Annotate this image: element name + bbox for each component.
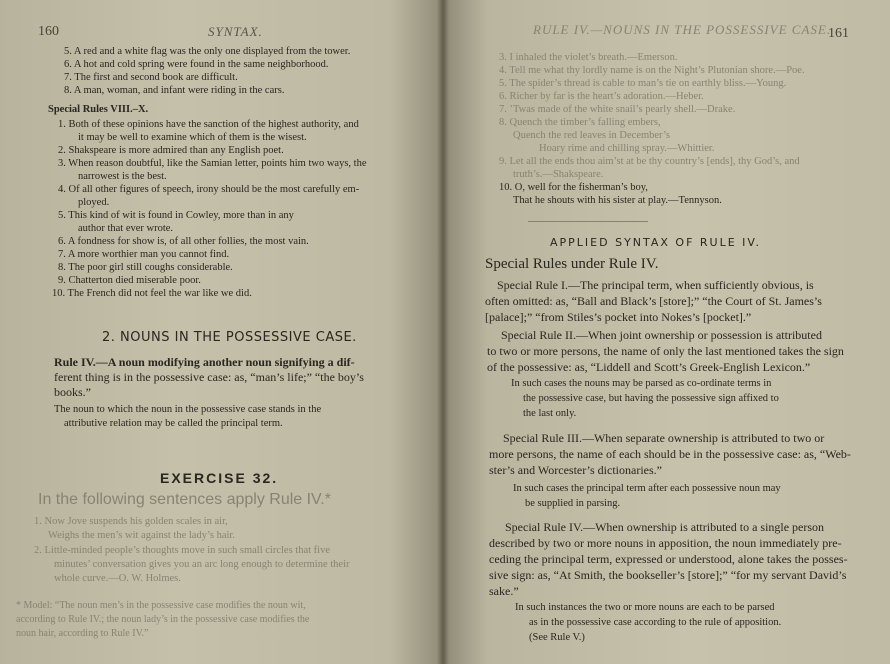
text-line: it may be well to examine which of them is the wisest. (78, 132, 307, 143)
rule-text: sake.” (489, 584, 519, 598)
text-line: 10. O, well for the fisherman’s boy, (499, 182, 648, 193)
exercise-heading: EXERCISE 32. (160, 470, 279, 486)
text-line: 2. Shakspeare is more admired than any English poet. (58, 145, 284, 156)
text-line: 6. A hot and cold spring were found in the same neighborhood. (64, 59, 329, 70)
text-line: whole curve.—O. W. Holmes. (54, 573, 181, 584)
footnote: noun hair, according to Rule IV.” (16, 628, 149, 639)
rule-text: books.” (54, 385, 91, 399)
text-line: The noun to which the noun in the possessive case stands in the (54, 404, 322, 415)
rule-text: more persons, the name of each should be in the possessive case: as, “Web- (489, 447, 851, 461)
rule-text: Special Rule I.—The principal term, when sufficiently obvious, is (497, 278, 814, 292)
book-gutter (437, 0, 449, 664)
text-line: 8. Quench the timber’s falling embers, (499, 117, 661, 128)
note-text: In such instances the two or more nouns are each to be parsed (515, 602, 775, 613)
left-page (0, 0, 443, 664)
rule-text: Special Rule II.—When joint ownership or possession is attributed (501, 328, 822, 342)
text-line: 6. Richer by far is the heart’s adoration.—Heber. (499, 91, 704, 102)
text-line: Quench the red leaves in December’s (513, 130, 670, 141)
text-line: 10. The French did not feel the war like we did. (52, 288, 252, 299)
page-number: 160 (38, 24, 59, 39)
text-line: 6. A fondness for show is, of all other follies, the most vain. (58, 236, 309, 247)
text-line: 4. Of all other figures of speech, irony should be the most carefully em- (58, 184, 360, 195)
running-head: RULE IV.—NOUNS IN THE POSSESSIVE CASE. (533, 22, 832, 37)
running-head: SYNTAX. (208, 24, 263, 39)
text-line: Hoary rime and chilling spray.—Whittier. (539, 143, 715, 154)
text-line: truth’s.—Shakspeare. (513, 169, 604, 180)
section-heading: 2. NOUNS IN THE POSSESSIVE CASE. (102, 330, 357, 345)
text-line: narrowest is the best. (78, 171, 167, 182)
rule-text: described by two or more nouns in apposition, the noun immediately pre- (489, 536, 842, 550)
text-line: 5. This kind of wit is found in Cowley, more than in any (58, 210, 294, 221)
rule-text: of the possessive: as, “Liddell and Scott’s Greek-English Lexicon.” (487, 360, 811, 374)
text-line: 4. Tell me what thy lordly name is on the Night’s Plutonian shore.—Poe. (499, 65, 805, 76)
text-line: 5. A red and a white flag was the only one displayed from the tower. (64, 46, 351, 57)
text-line: 3. I inhaled the violet’s breath.—Emerson. (499, 52, 678, 63)
section-divider (528, 221, 648, 222)
text-line: That he shouts with his sister at play.—Tennyson. (513, 195, 722, 206)
text-line: 3. When reason doubtful, like the Samian letter, points him two ways, the (58, 158, 367, 169)
rule-text: Special Rule IV.—When ownership is attributed to a single person (505, 520, 825, 534)
rule-text: ster’s and Worcester’s dictionaries.” (489, 463, 662, 477)
text-line: 1. Both of these opinions have the sanction of the highest authority, and (58, 119, 359, 130)
rule-text: often omitted: as, “Ball and Black’s [store];” “the Court of St. James’s (485, 294, 822, 308)
text-line: Weighs the men’s wit against the lady’s hair. (48, 530, 235, 541)
text-line: 7. ’Twas made of the white snail’s pearly shell.—Drake. (499, 104, 736, 115)
text-line: 7. A more worthier man you cannot find. (58, 249, 230, 260)
rule-text: sive sign: as, “At Smith, the bookseller’s [store];” “for my servant David’s (489, 568, 847, 582)
rule-text: Rule IV.—A noun modifying another noun signifying a dif- (54, 355, 355, 369)
note-text: In such cases the nouns may be parsed as co-ordinate terms in (511, 378, 772, 389)
text-line: 7. The first and second book are difficult. (64, 72, 238, 83)
text-line: 8. The poor girl still coughs considerable. (58, 262, 233, 273)
text-line: 9. Let all the ends thou aim’st at be thy country’s [ends], thy God’s, and (499, 156, 800, 167)
note-text: as in the possessive case according to the rule of apposition. (529, 617, 782, 628)
text-line: 5. The spider’s thread is cable to man’s tie on earthly bliss.—Young. (499, 78, 787, 89)
text-line: author that ever wrote. (78, 223, 174, 234)
text-line: minutes’ conversation gives you an arc long enough to determine their (54, 559, 350, 570)
note-text: (See Rule V.) (529, 632, 585, 643)
applied-syntax-heading: APPLIED SYNTAX OF RULE IV. (550, 236, 762, 249)
text-line: attributive relation may be called the principal term. (64, 418, 283, 429)
note-text: the possessive case, but having the possessive sign affixed to (523, 393, 779, 404)
right-page (443, 0, 890, 664)
note-text: be supplied in parsing. (525, 498, 621, 509)
rule-text: to two or more persons, the name of only the last mentioned takes the sign (487, 344, 844, 358)
text-line: 1. Now Jove suspends his golden scales in air, (34, 516, 228, 527)
subheading: Special Rules under Rule IV. (485, 256, 659, 272)
note-text: the last only. (523, 408, 577, 419)
exercise-subheading: In the following sentences apply Rule IV.* (38, 491, 331, 508)
text-line: 9. Chatterton died miserable poor. (58, 275, 201, 286)
rule-text: [palace];” “from Stiles’s pocket into Nokes’s [pocket].” (485, 310, 752, 324)
rule-text: ferent thing is in the possessive case: as, “man’s life;” “the boy’s (54, 370, 364, 384)
footnote: according to Rule IV.; the noun lady’s in the possessive case modifies the (16, 614, 310, 625)
text-line: 8. A man, woman, and infant were riding in the cars. (64, 85, 285, 96)
text-line: ployed. (78, 197, 110, 208)
rule-text: Special Rule III.—When separate ownership is attributed to two or (503, 431, 825, 445)
text-line: 2. Little-minded people’s thoughts move in such small circles that five (34, 545, 330, 556)
page-number: 161 (828, 26, 849, 41)
rule-text: ceding the principal term, expressed or understood, alone takes the posses- (489, 552, 848, 566)
subheading: Special Rules VIII.–X. (48, 104, 149, 115)
note-text: In such cases the principal term after each possessive noun may (513, 483, 781, 494)
footnote: * Model: “The noun men’s in the possessive case modifies the noun wit, (16, 600, 306, 611)
